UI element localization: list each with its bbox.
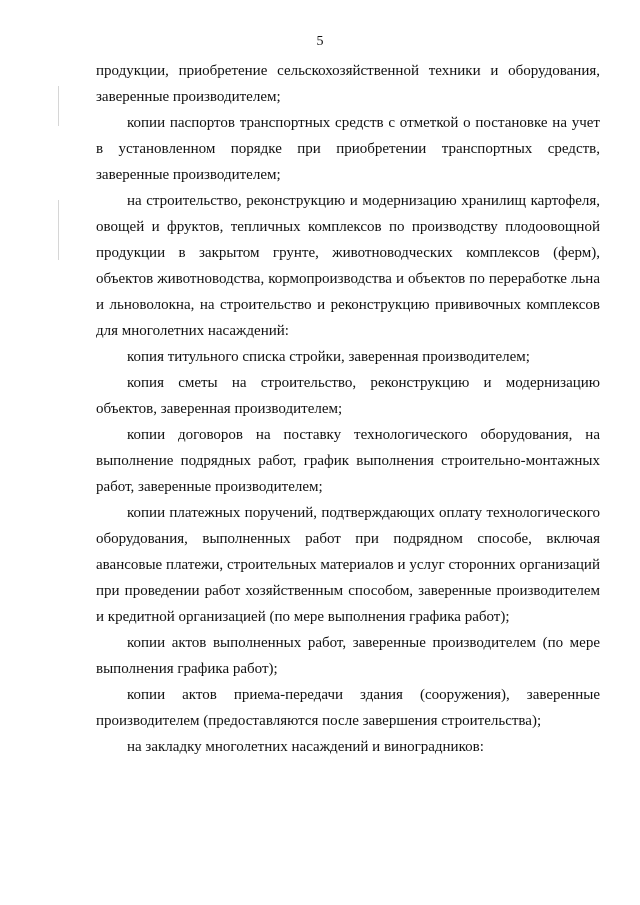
paragraph: копии актов приема-передачи здания (сооружения), заверенные производителем (предоставляются после завершения строительства); <box>96 687 600 729</box>
paragraph: продукции, приобретение сельскохозяйственной техники и оборудования, заверенные производителем; <box>96 63 600 105</box>
paragraph: копии платежных поручений, подтверждающих оплату технологического оборудования, выполненных работ при подрядном способе, включая авансовые платежи, строительных материалов и услуг сторонних организаций при проведении работ хозяйственным способом, заверенные производителем и кредитной организацией (по мере выполнения графика работ); <box>96 505 600 625</box>
paragraph: копии договоров на поставку технологического оборудования, на выполнение подрядных работ, график выполнения строительно-монтажных работ, заверенные производителем; <box>96 427 600 495</box>
scan-artifact-line <box>58 200 59 260</box>
paragraph: копии актов выполненных работ, заверенные производителем (по мере выполнения графика работ); <box>96 635 600 677</box>
page-number: 5 <box>316 34 324 49</box>
paragraph: на строительство, реконструкцию и модернизацию хранилищ картофеля, овощей и фруктов, тепличных комплексов по производству плодоовощной продукции в закрытом грунте, животноводческих комплексов (ферм), объектов животноводства, кормопроизводства и объектов по переработке льна и льноволокна, на строительство и реконструкцию прививочных комплексов для многолетних насаждений: <box>96 193 600 339</box>
scan-artifact-line <box>58 86 59 126</box>
document-body <box>96 58 600 760</box>
paragraph: копии паспортов транспортных средств с отметкой о постановке на учет в установленном порядке при приобретении транспортных средств, заверенные производителем; <box>96 115 600 183</box>
paragraph: копия титульного списка стройки, заверенная производителем; <box>127 349 530 365</box>
paragraph: копия сметы на строительство, реконструкцию и модернизацию объектов, заверенная производителем; <box>96 375 600 417</box>
paragraph: на закладку многолетних насаждений и виноградников: <box>127 739 484 755</box>
